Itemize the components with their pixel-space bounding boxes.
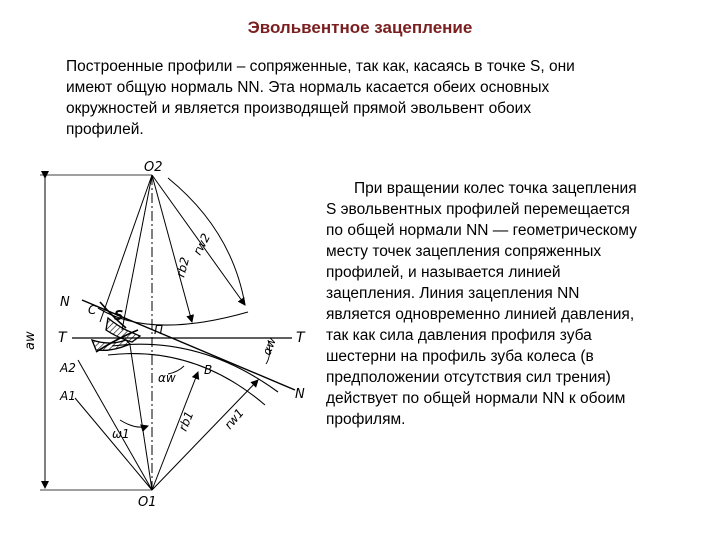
intro-line: имеют общую нормаль NN. Эта нормаль касается обеих основных	[66, 79, 550, 96]
label-o2: O2	[144, 160, 163, 175]
aw-label: aw	[23, 331, 38, 350]
label-t-left: T	[58, 330, 67, 346]
intro-line: Построенные профили – сопряженные, так как, касаясь в точке S, они	[66, 58, 575, 75]
label-n-left: N	[60, 295, 70, 310]
label-rb2: rb2	[173, 255, 193, 279]
radius-o2-to-c	[100, 175, 152, 322]
label-rw1: rw1	[221, 405, 247, 432]
explanation-line: профилям.	[326, 411, 406, 428]
label-t-right: T	[296, 330, 305, 346]
explanation-line: S эвольвентных профилей перемещается	[326, 201, 630, 218]
label-o1: O1	[138, 495, 157, 510]
label-alpha-w: αw	[158, 371, 176, 385]
label-a2: A2	[60, 361, 76, 375]
tooth-profile-lower	[92, 340, 130, 350]
label-p: П	[154, 323, 164, 337]
explanation-line: зацепления. Линия зацепления NN	[326, 285, 580, 302]
explanation-line: профилей, и называется линией	[326, 264, 561, 281]
explanation-line: шестерни на профиль зуба колеса (в	[326, 348, 594, 365]
label-rb1: rb1	[175, 409, 197, 434]
label-a1: A1	[60, 389, 76, 403]
explanation-line: действует по общей нормали NN к обоим	[326, 390, 626, 407]
intro-line: окружностей и является производящей прямой эвольвент обоих	[66, 100, 532, 117]
explanation-line: по общей нормали NN — геометрическому	[326, 222, 637, 239]
radius-o1-to-a2	[78, 360, 152, 490]
explanation-paragraph	[326, 178, 694, 430]
label-s: S	[114, 309, 124, 324]
radius-rw1	[152, 380, 258, 490]
intro-line: профилей.	[66, 121, 144, 138]
explanation-line: является одновременно линией давления,	[326, 306, 635, 323]
radius-rb2	[152, 175, 192, 322]
gear-mesh-diagram	[0, 150, 330, 510]
explanation-line: месту точек зацепления сопряженных	[326, 243, 602, 260]
label-b: B	[204, 363, 213, 377]
radius-o2-to-s	[122, 175, 152, 330]
radius-rb1	[152, 372, 198, 490]
label-omega1: ω1	[112, 427, 130, 441]
intro-paragraph	[66, 56, 651, 140]
label-n-right: N	[295, 387, 305, 402]
label-c: C	[88, 303, 97, 317]
slide-title: Эвольвентное зацепление	[247, 18, 473, 37]
label-alpha-w-right: αw	[259, 335, 279, 358]
explanation-line: так как сила давления профиля зуба	[326, 327, 592, 344]
explanation-line: предположении отсутствия сил трения)	[326, 369, 611, 386]
explanation-line: При вращении колес точка зацепления	[354, 180, 637, 197]
label-rw2: rw2	[190, 231, 214, 258]
